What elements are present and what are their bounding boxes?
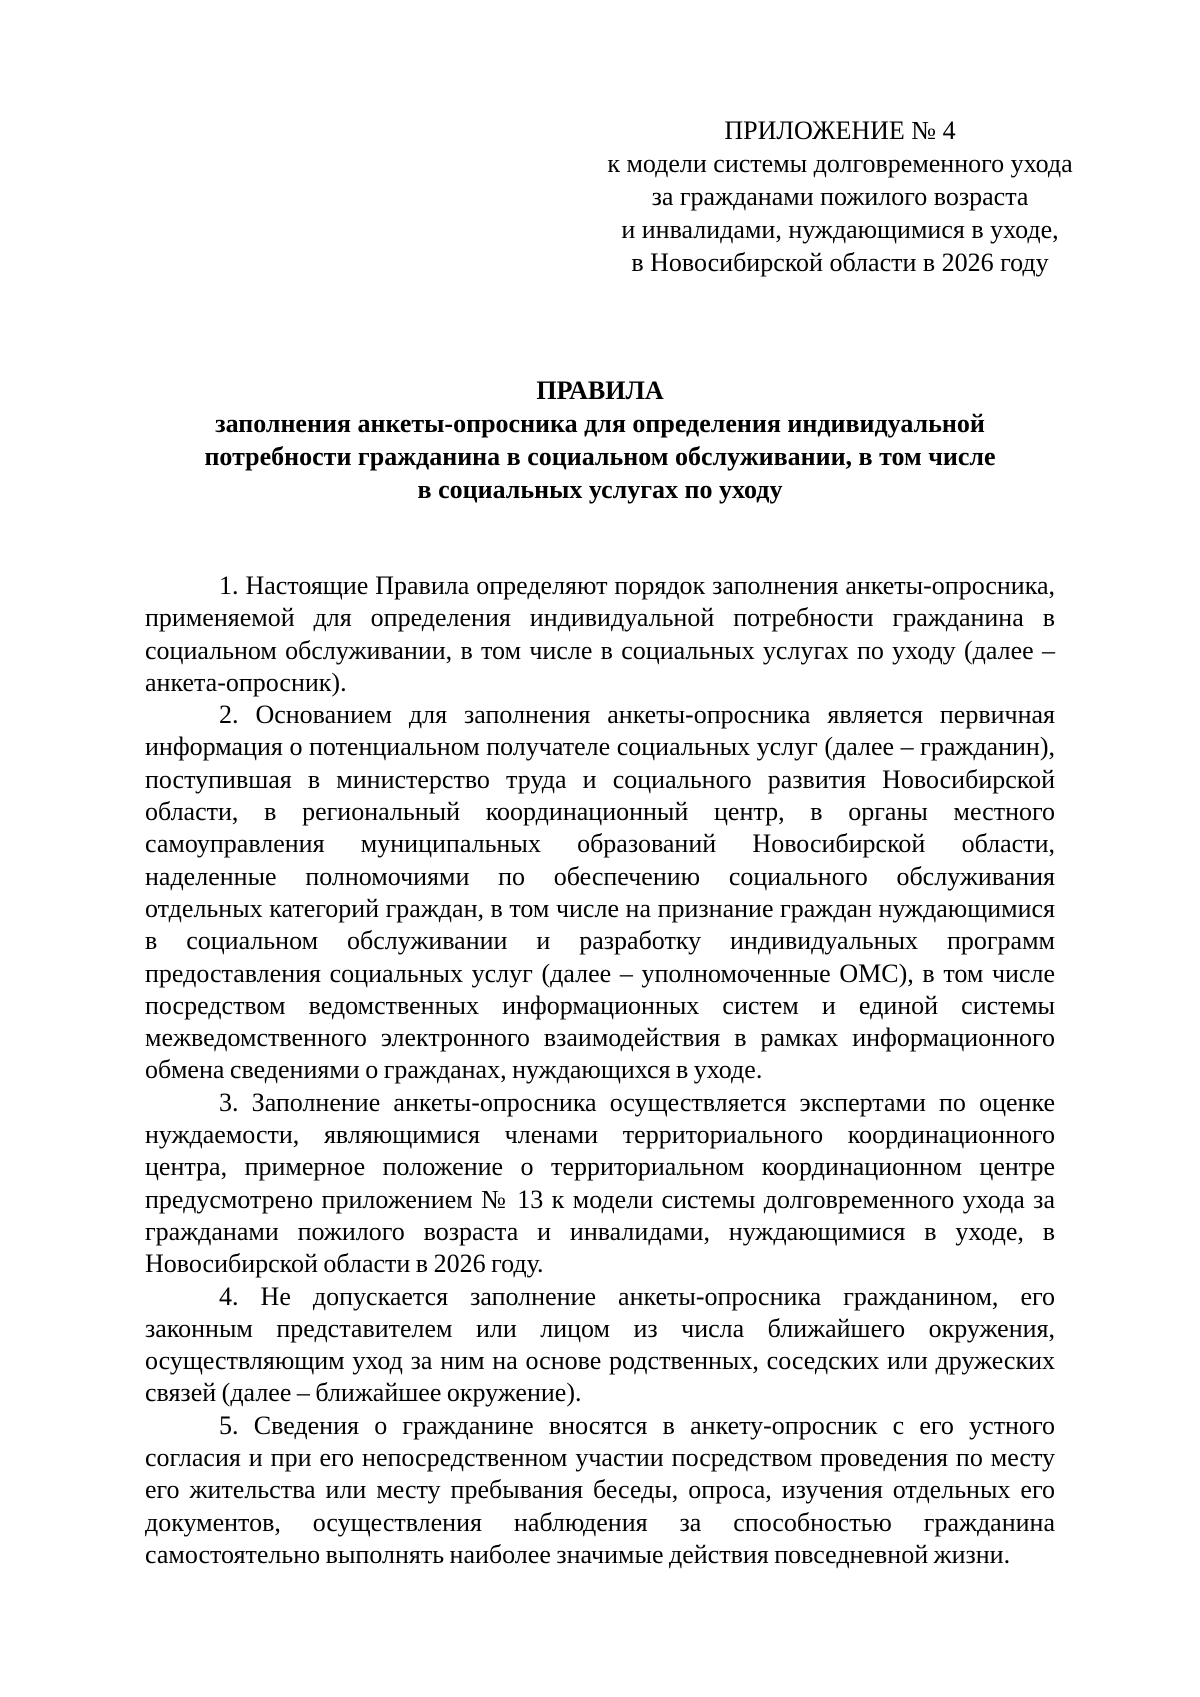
title-subtitle-line: потребности гражданина в социальном обслуживании, в том числе xyxy=(204,442,996,471)
appendix-line: и инвалидами, нуждающимися в уходе, xyxy=(621,215,1059,244)
paragraph-5: 5. Сведения о гражданине вносятся в анкету-опросник с его устного согласия и при его непосредственном участии посредством проведения по месту его жительства или месту пребывания беседы, опроса, изучения отдельных его документов, осуществления наблюдения за способностью гражданина самостоятельно выполнять наиболее значимые действия повседневной жизни. xyxy=(145,1410,1055,1569)
title-heading: ПРАВИЛА xyxy=(536,376,664,405)
paragraph-1: 1. Настоящие Правила определяют порядок заполнения анкеты-опросника, применяемой для определения индивидуальной потребности гражданина в социальном обслуживании, в том числе в социальных услугах по уходу (далее – анкета-опросник). xyxy=(145,571,1055,697)
appendix-line: за гражданами пожилого возраста xyxy=(651,182,1029,211)
title-subtitle-line: в социальных услугах по уходу xyxy=(417,475,783,504)
paragraph-3: 3. Заполнение анкеты-опросника осуществляется экспертами по оценке нуждаемости, являющимися членами территориального координационного центра, примерное положение о территориальном координационном центре предусмотрено приложением № 13 к модели системы долговременного ухода за гражданами пожилого возраста и инвалидами, нуждающимися в уходе, в Новосибирской области в 2026 году. xyxy=(145,1087,1055,1279)
appendix-line: в Новосибирской области в 2026 году xyxy=(631,248,1049,277)
document-body xyxy=(145,570,1055,1571)
paragraph-4: 4. Не допускается заполнение анкеты-опросника гражданином, его законным представителем или лицом из числа ближайшего окружения, осуществляющим уход за ним на основе родственных, соседских или дружеских связей (далее – ближайшее окружение). xyxy=(145,1281,1055,1408)
title-subtitle-line: заполнения анкеты-опросника для определения индивидуальной xyxy=(215,409,985,438)
appendix-header xyxy=(560,114,1120,279)
appendix-line: к модели системы долговременного ухода xyxy=(607,149,1073,178)
appendix-number: ПРИЛОЖЕНИЕ № 4 xyxy=(724,116,956,145)
paragraph-2: 2. Основанием для заполнения анкеты-опросника является первичная информация о потенциальном получателе социальных услуг (далее – гражданин), поступившая в министерство труда и социального развития Новосибирской области, в региональный координационный центр, в органы местного самоуправления муниципальных образований Новосибирской области, наделенные полномочиями по обеспечению социального обслуживания отдельных категорий граждан, в том числе на признание граждан нуждающимися в социальном обслуживании и разработку индивидуальных программ предоставления социальных услуг (далее – уполномоченные ОМС), в том числе посредством ведомственных информационных систем и единой системы межведомственного электронного взаимодействия в рамках информационного обмена сведениями о гражданах, нуждающихся в уходе. xyxy=(145,700,1055,1085)
document-title xyxy=(120,374,1080,506)
